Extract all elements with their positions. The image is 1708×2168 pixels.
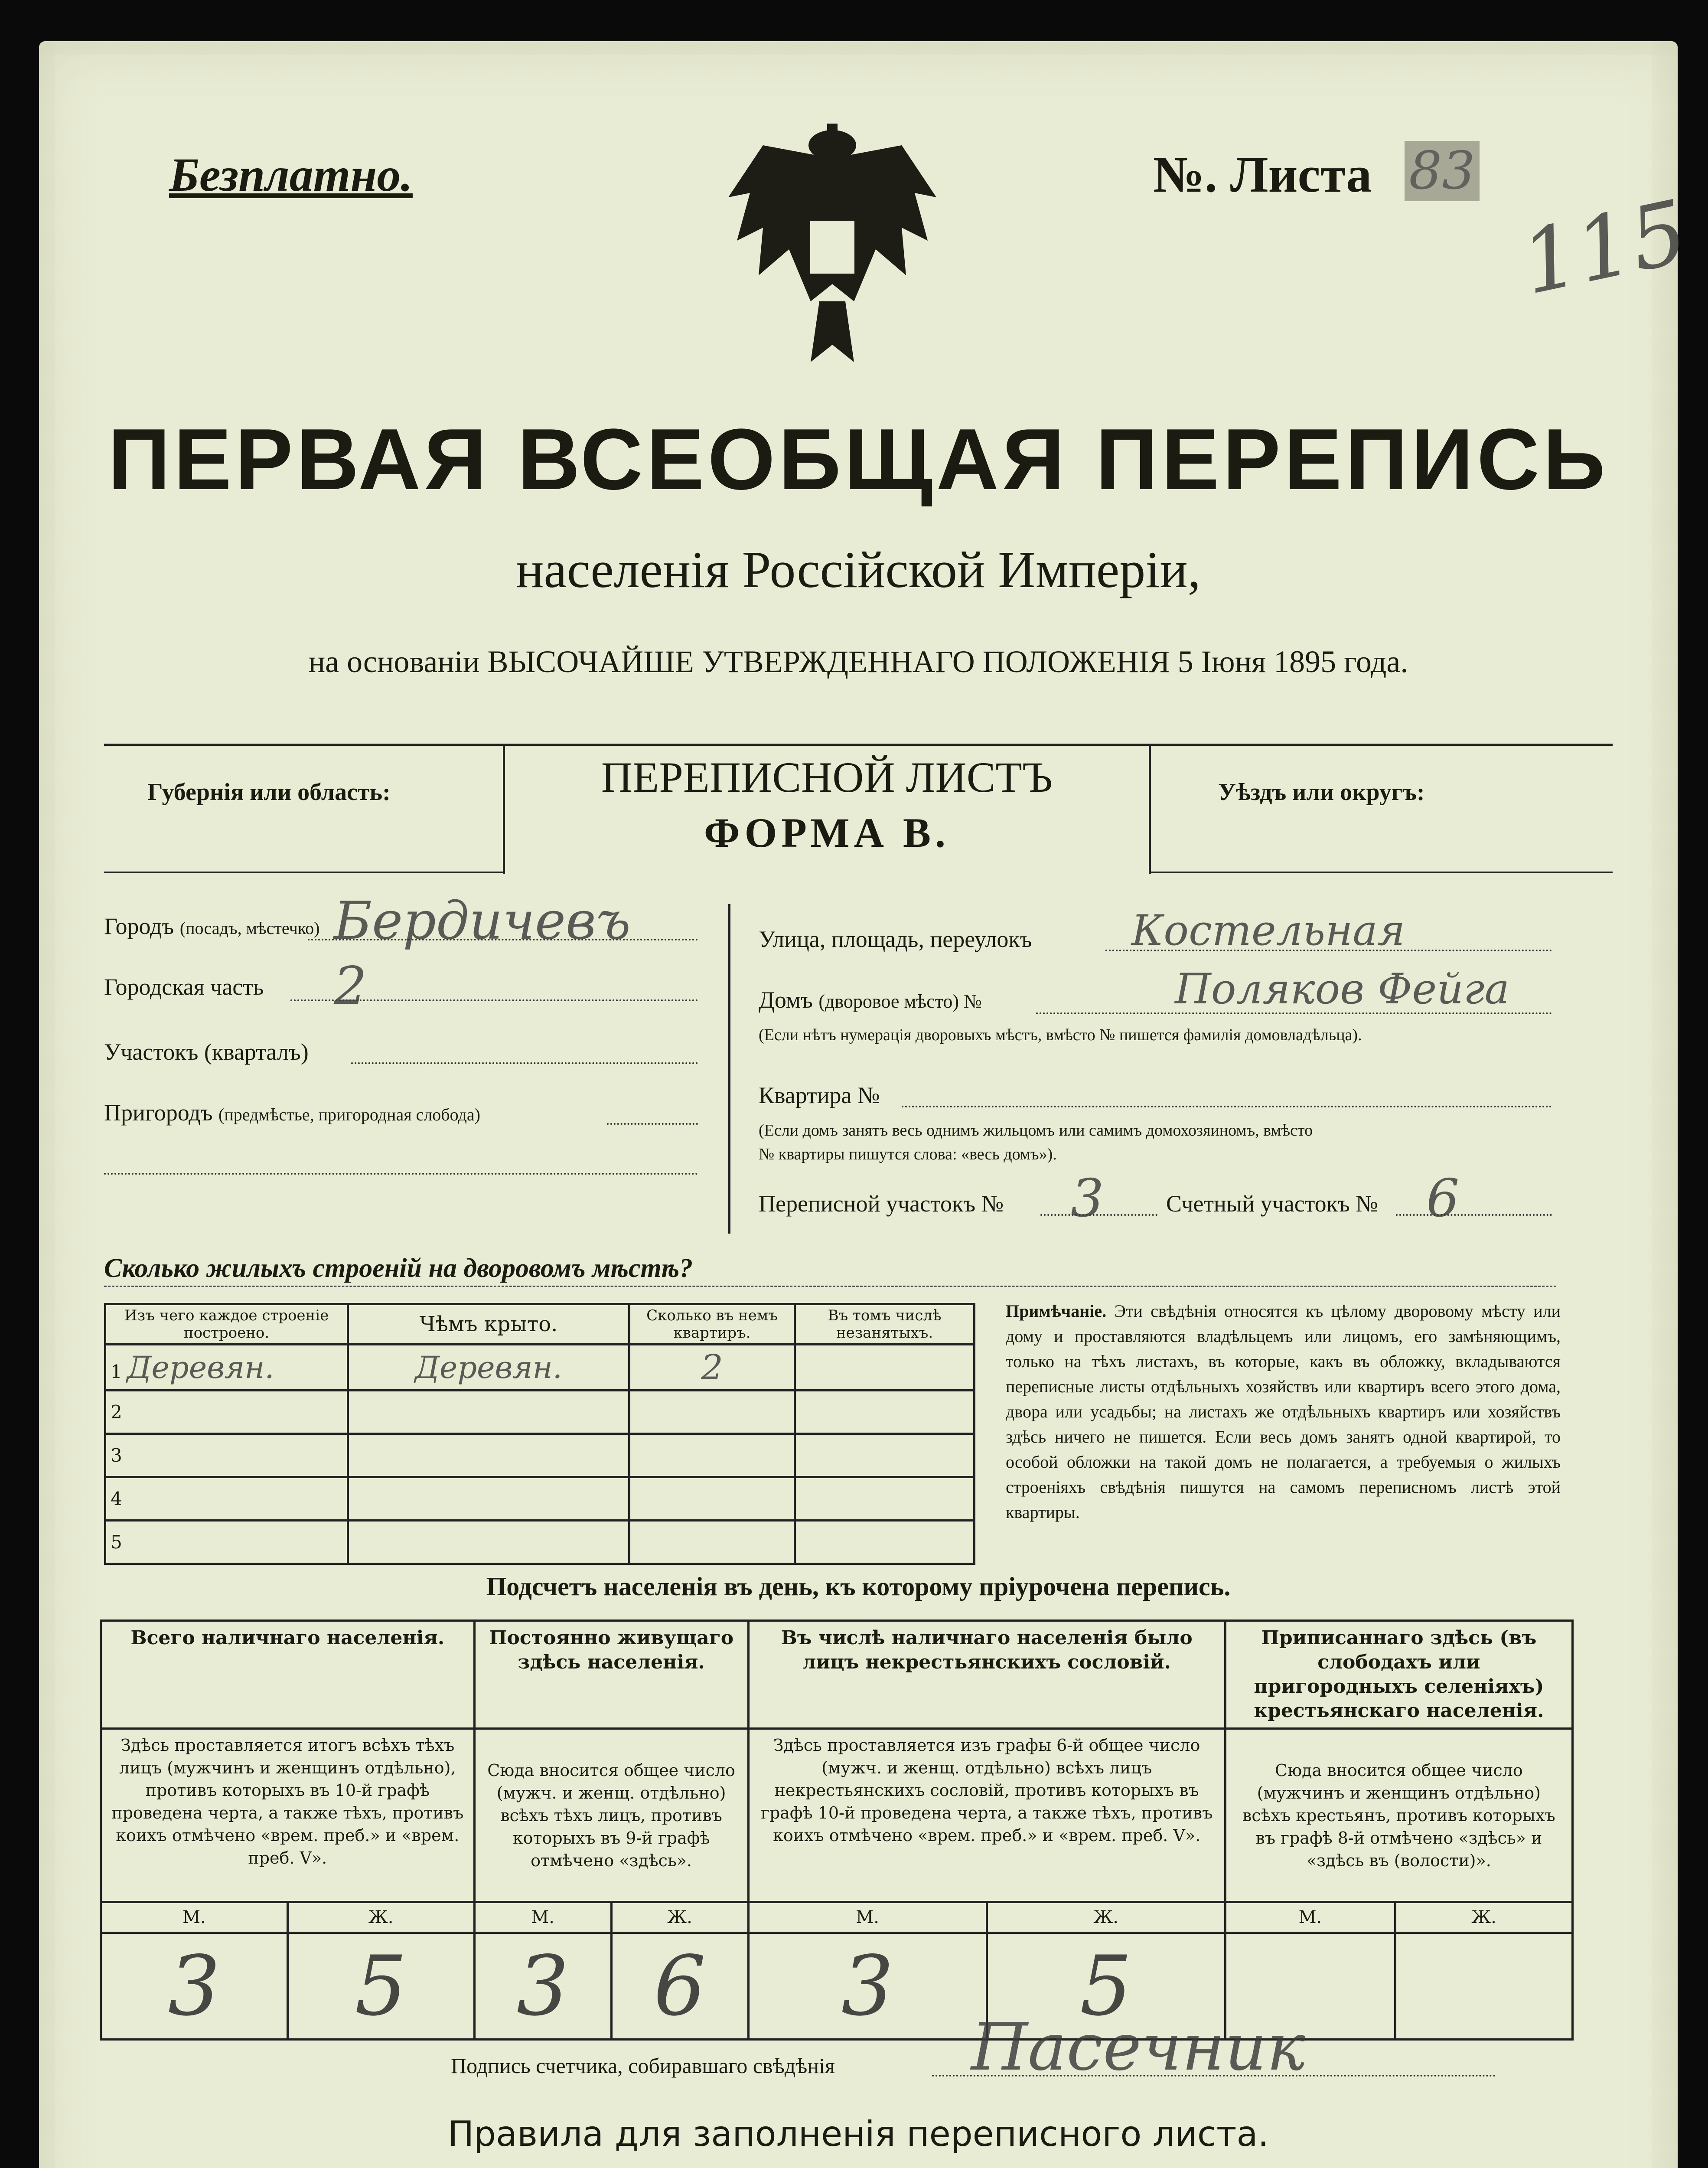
pop-nonpeasant-male-value: 3 <box>748 1933 987 2040</box>
house-value: Поляков Фейга <box>1175 965 1509 1013</box>
uchastok-label: Участокъ (кварталъ) <box>104 1039 309 1065</box>
pop-col-total-desc: Здѣсь проставляется итогъ всѣхъ тѣхъ лицъ (мужчинъ и женщинъ отдѣльно), противъ которыхъ въ 10-й графѣ проведена черта, а также тѣхъ, противъ коихъ отмѣчено «врем. преб.» и «врем. преб. V». <box>101 1729 475 1902</box>
apartment-note-1: (Если домъ занятъ весь однимъ жильцомъ или самимъ домохозяиномъ, вмѣсто <box>759 1121 1313 1140</box>
buildings-row <box>105 1477 975 1521</box>
city-hint: (посадъ, мѣстечко) <box>179 918 320 938</box>
sheet-number-label: №. Листа <box>1153 146 1372 203</box>
pop-female-label: Ж. <box>287 1902 474 1933</box>
buildings-header-roof: Чѣмъ крыто. <box>348 1304 629 1345</box>
buildings-row <box>105 1521 975 1564</box>
count-district-line <box>1396 1214 1552 1216</box>
city-field <box>104 913 319 940</box>
pop-permanent-male-value: 3 <box>474 1933 611 2040</box>
prigorod-hint: (предмѣстье, пригородная слобода) <box>218 1105 480 1124</box>
form-sheet-title: ПЕРЕПИСНОЙ ЛИСТЪ <box>601 753 1053 801</box>
pop-col-total-title: Всего наличнаго населенія. <box>101 1621 475 1729</box>
uezd-label: Уѣздъ или округъ: <box>1218 779 1425 806</box>
buildings-row <box>105 1391 975 1434</box>
population-table <box>100 1619 1574 2041</box>
row-apartments: 2 <box>701 1347 723 1388</box>
city-label: Городъ <box>104 913 174 939</box>
pop-female-label: Ж. <box>1395 1902 1573 1933</box>
pop-female-label: Ж. <box>987 1902 1225 1933</box>
signature-label: Подпись счетчика, собиравшаго свѣдѣнія <box>451 2054 835 2078</box>
city-part-label: Городская часть <box>104 974 264 1000</box>
apartment-label: Квартира № <box>759 1082 880 1108</box>
pop-total-male-value: 3 <box>101 1933 288 2040</box>
signature-value: Пасечник <box>971 2010 1306 2085</box>
remark-text: Эти свѣдѣнія относятся къ цѣлому дворовому мѣсту или дому и проставляются владѣльцемъ или лицомъ, его замѣняющимъ, только на тѣхъ листахъ, въ которые, какъ въ обложку, вкладываются переписные листы отдѣльныхъ хозяйствъ или квартиръ всего этого дома, двора или усадьбы; на листахъ же отдѣльныхъ квартиръ или хозяйствъ здѣсь ничего не пишется. Если весь домъ занятъ одной квартирой, то особой обложки на такой домъ не полагается, а требуемыя о жилыхъ строеніяхъ свѣдѣнія пишутся на самомъ переписномъ листѣ этой квартиры. <box>1006 1301 1561 1522</box>
city-value: Бердичевъ <box>334 891 631 951</box>
prigorod-field <box>104 1099 480 1126</box>
apartment-line <box>902 1106 1552 1107</box>
pop-male-label: М. <box>748 1902 987 1933</box>
row-number: 4 <box>111 1488 122 1509</box>
pop-male-label: М. <box>101 1902 288 1933</box>
prigorod-label: Пригородъ <box>104 1100 213 1126</box>
street-label: Улица, площадь, переулокъ <box>759 926 1032 952</box>
prigorod-line-2 <box>104 1173 698 1175</box>
pop-female-label: Ж. <box>611 1902 748 1933</box>
buildings-table <box>104 1303 975 1565</box>
population-heading: Подсчетъ населенія въ день, къ которому пріурочена перепись. <box>486 1572 1231 1601</box>
pop-col-peasant-desc: Сюда вносится общее число (мужчинъ и женщинъ отдѣльно) всѣхъ крестьянъ, противъ которыхъ въ графѣ 8-й отмѣчено «здѣсь» и «здѣсь въ (волости)». <box>1225 1729 1572 1902</box>
free-label: Безплатно. <box>169 148 413 201</box>
form-name: ФОРМА В. <box>704 810 950 856</box>
page-title: ПЕРВАЯ ВСЕОБЩАЯ ПЕРЕПИСЬ <box>108 411 1609 508</box>
row-number: 2 <box>111 1401 122 1423</box>
row-number: 3 <box>111 1445 122 1466</box>
census-district-label: Переписной участокъ № <box>759 1191 1004 1217</box>
page-subtitle: населенія Россійской Имперіи, <box>516 541 1201 598</box>
rules-heading: Правила для заполненія переписного листа. <box>448 2114 1269 2154</box>
form-top-rule <box>104 744 1613 746</box>
row-number: 1 <box>111 1361 122 1382</box>
pop-col-nonpeasant-title: Въ числѣ наличнаго населенія было лицъ некрестьянскихъ сословій. <box>748 1621 1225 1729</box>
remark-block <box>1006 1299 1561 1525</box>
remark-label: Примѣчаніе. <box>1006 1301 1107 1321</box>
census-district-value: 3 <box>1071 1169 1104 1229</box>
uchastok-line <box>351 1062 698 1064</box>
buildings-heading-line <box>104 1286 1556 1287</box>
sheet-number-value: 83 <box>1405 141 1480 201</box>
house-note: (Если нѣтъ нумерація дворовыхъ мѣстъ, вмѣсто № пишется фамилія домовладѣльца). <box>759 1026 1362 1044</box>
pop-col-nonpeasant-desc: Здѣсь проставляется изъ графы 6-й общее число (мужч. и женщ. отдѣльно) всѣхъ лицъ некрестьянскихъ сословій, противъ которыхъ въ графѣ 10-й проведена черта, а также тѣхъ, противъ коихъ отмѣчено «врем. преб.» и «врем. преб. V». <box>748 1729 1225 1902</box>
pop-total-female-value: 5 <box>287 1933 474 2040</box>
house-hint: (дворовое мѣсто) № <box>818 991 982 1012</box>
pop-col-peasant-title: Приписаннаго здѣсь (въ слободахъ или пригородныхъ селеніяхъ) крестьянскаго населенія. <box>1225 1621 1572 1729</box>
gubernia-label: Губернія или область: <box>147 779 391 806</box>
legal-basis-line: на основаніи ВЫСОЧАЙШЕ УТВЕРЖДЕННАГО ПОЛОЖЕНІЯ 5 Іюня 1895 года. <box>308 644 1408 679</box>
pop-male-label: М. <box>1225 1902 1395 1933</box>
pop-nonpeasant-female-value: 5 <box>987 1933 1225 2040</box>
pop-permanent-female-value: 6 <box>611 1933 748 2040</box>
form-divider-right <box>1149 744 1151 874</box>
imperial-eagle-emblem-icon <box>711 119 954 375</box>
buildings-header-material: Изъ чего каждое строеніе построено. <box>105 1304 348 1345</box>
pop-peasant-female-value <box>1395 1933 1573 2040</box>
house-field <box>759 986 982 1013</box>
census-sheet-paper <box>39 41 1696 2168</box>
corner-handwritten-number: 115 <box>1512 181 1696 315</box>
prigorod-line <box>607 1123 698 1125</box>
count-district-label: Счетный участокъ № <box>1166 1191 1378 1217</box>
form-bottom-rule-left <box>104 872 503 873</box>
buildings-row <box>105 1345 975 1391</box>
pop-col-permanent-title: Постоянно живущаго здѣсь населенія. <box>474 1621 748 1729</box>
house-label: Домъ <box>759 987 813 1013</box>
form-bottom-rule-right <box>1149 872 1613 873</box>
pop-male-label: М. <box>474 1902 611 1933</box>
buildings-header-apartments: Сколько въ немъ квартиръ. <box>629 1304 795 1345</box>
city-part-value: 2 <box>334 956 367 1016</box>
buildings-row <box>105 1434 975 1477</box>
pop-col-permanent-desc: Сюда вносится общее число (мужч. и женщ. отдѣльно) всѣхъ тѣхъ лицъ, противъ которыхъ въ 9-й графѣ отмѣчено «здѣсь». <box>474 1729 748 1902</box>
apartment-note-2: № квартиры пишутся слова: «весь домъ»). <box>759 1145 1057 1163</box>
fields-divider <box>728 904 730 1234</box>
street-value: Костельная <box>1131 906 1405 955</box>
row-roof: Деревян. <box>415 1349 563 1385</box>
buildings-heading: Сколько жилыхъ строеній на дворовомъ мѣстѣ? <box>104 1254 693 1283</box>
row-material: Деревян. <box>127 1349 274 1385</box>
count-district-value: 6 <box>1426 1169 1460 1229</box>
row-number: 5 <box>111 1531 122 1553</box>
buildings-header-empty: Въ томъ числѣ незанятыхъ. <box>795 1304 975 1345</box>
